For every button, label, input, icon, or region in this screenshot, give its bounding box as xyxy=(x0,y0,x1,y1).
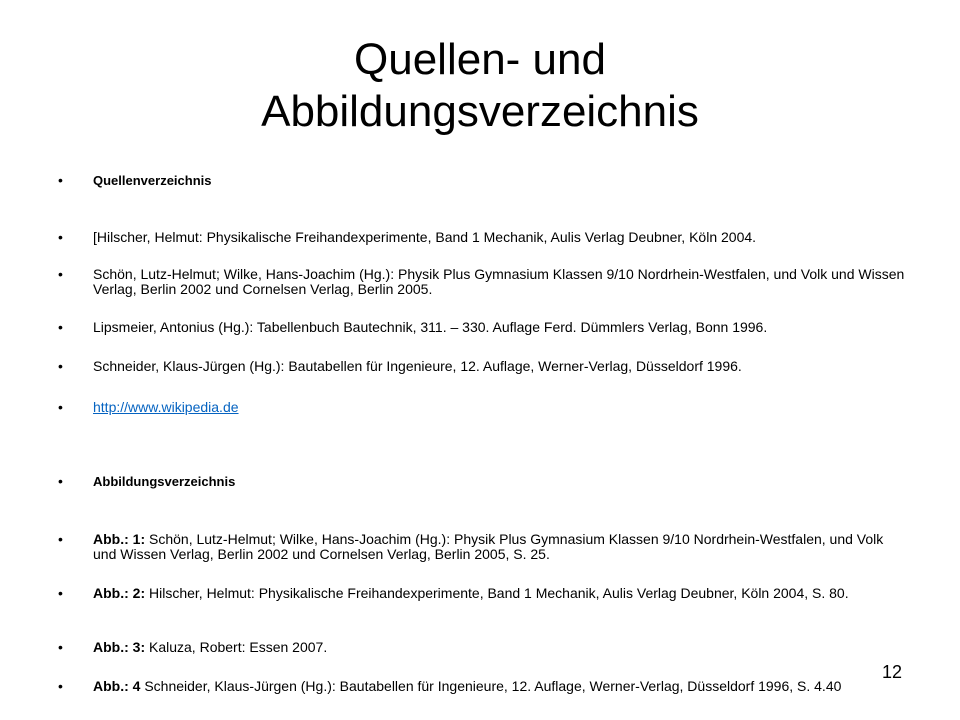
figure-label: Abb.: 2: xyxy=(93,585,146,601)
list-item-figure xyxy=(58,640,908,655)
bullet-icon: • xyxy=(58,266,63,282)
figure-text: Hilscher, Helmut: Physikalische Freihandexperimente, Band 1 Mechanik, Aulis Verlag Deubner, Köln 2004, S. 80. xyxy=(145,585,849,601)
wikipedia-link[interactable]: http://www.wikipedia.de xyxy=(93,399,239,415)
bullet-icon: • xyxy=(58,531,63,547)
list-item-link xyxy=(58,400,908,415)
list-item-source xyxy=(58,230,908,245)
title-line-1: Quellen- und xyxy=(354,35,606,84)
list-item-abbildungen-heading xyxy=(58,474,908,489)
list-item-figure xyxy=(58,586,908,601)
list-item-figure xyxy=(58,532,908,562)
bullet-icon: • xyxy=(58,172,63,188)
source-text: Schneider, Klaus-Jürgen (Hg.): Bautabellen für Ingenieure, 12. Auflage, Werner-Verlag, Düsseldorf 1996. xyxy=(93,358,742,374)
source-text: Schön, Lutz-Helmut; Wilke, Hans-Joachim (Hg.): Physik Plus Gymnasium Klassen 9/10 Nordrhein-Westfalen, und Volk und Wissen Verlag, Berlin 2002 und Cornelsen Verlag, Berlin 2005. xyxy=(93,266,905,297)
bullet-icon: • xyxy=(58,358,63,374)
list-item-source xyxy=(58,359,908,374)
list-item-figure xyxy=(58,679,908,694)
slide-title xyxy=(80,34,880,138)
bullet-icon: • xyxy=(58,319,63,335)
list-item-source xyxy=(58,320,908,335)
list-item-quellen-heading xyxy=(58,173,908,188)
title-line-2: Abbildungsverzeichnis xyxy=(261,87,699,136)
figure-text: Schneider, Klaus-Jürgen (Hg.): Bautabellen für Ingenieure, 12. Auflage, Werner-Verlag, Düsseldorf 1996, S. 4.40 xyxy=(140,678,842,694)
bullet-icon: • xyxy=(58,639,63,655)
section-heading-quellen: Quellenverzeichnis xyxy=(93,173,212,188)
source-text: [Hilscher, Helmut: Physikalische Freihandexperimente, Band 1 Mechanik, Aulis Verlag Deubner, Köln 2004. xyxy=(93,229,757,245)
page-number: 12 xyxy=(881,662,902,682)
bullet-icon: • xyxy=(58,585,63,601)
list-item-source xyxy=(58,267,908,297)
figure-label: Abb.: 1: xyxy=(93,531,146,547)
bullet-icon: • xyxy=(58,678,63,694)
bullet-icon: • xyxy=(58,229,63,245)
figure-text: Schön, Lutz-Helmut; Wilke, Hans-Joachim (Hg.): Physik Plus Gymnasium Klassen 9/10 Nordrhein-Westfalen, und Volk und Wissen Verlag, Berlin 2002 und Cornelsen Verlag, Berlin 2005, S. 25. xyxy=(93,531,884,562)
section-heading-abbildungen: Abbildungsverzeichnis xyxy=(93,474,236,489)
bullet-icon: • xyxy=(58,473,63,489)
source-text: Lipsmeier, Antonius (Hg.): Tabellenbuch Bautechnik, 311. – 330. Auflage Ferd. Dümmlers Verlag, Bonn 1996. xyxy=(93,319,768,335)
figure-text: Kaluza, Robert: Essen 2007. xyxy=(145,639,328,655)
figure-label: Abb.: 4 xyxy=(93,678,141,694)
figure-label: Abb.: 3: xyxy=(93,639,146,655)
bullet-icon: • xyxy=(58,399,63,415)
